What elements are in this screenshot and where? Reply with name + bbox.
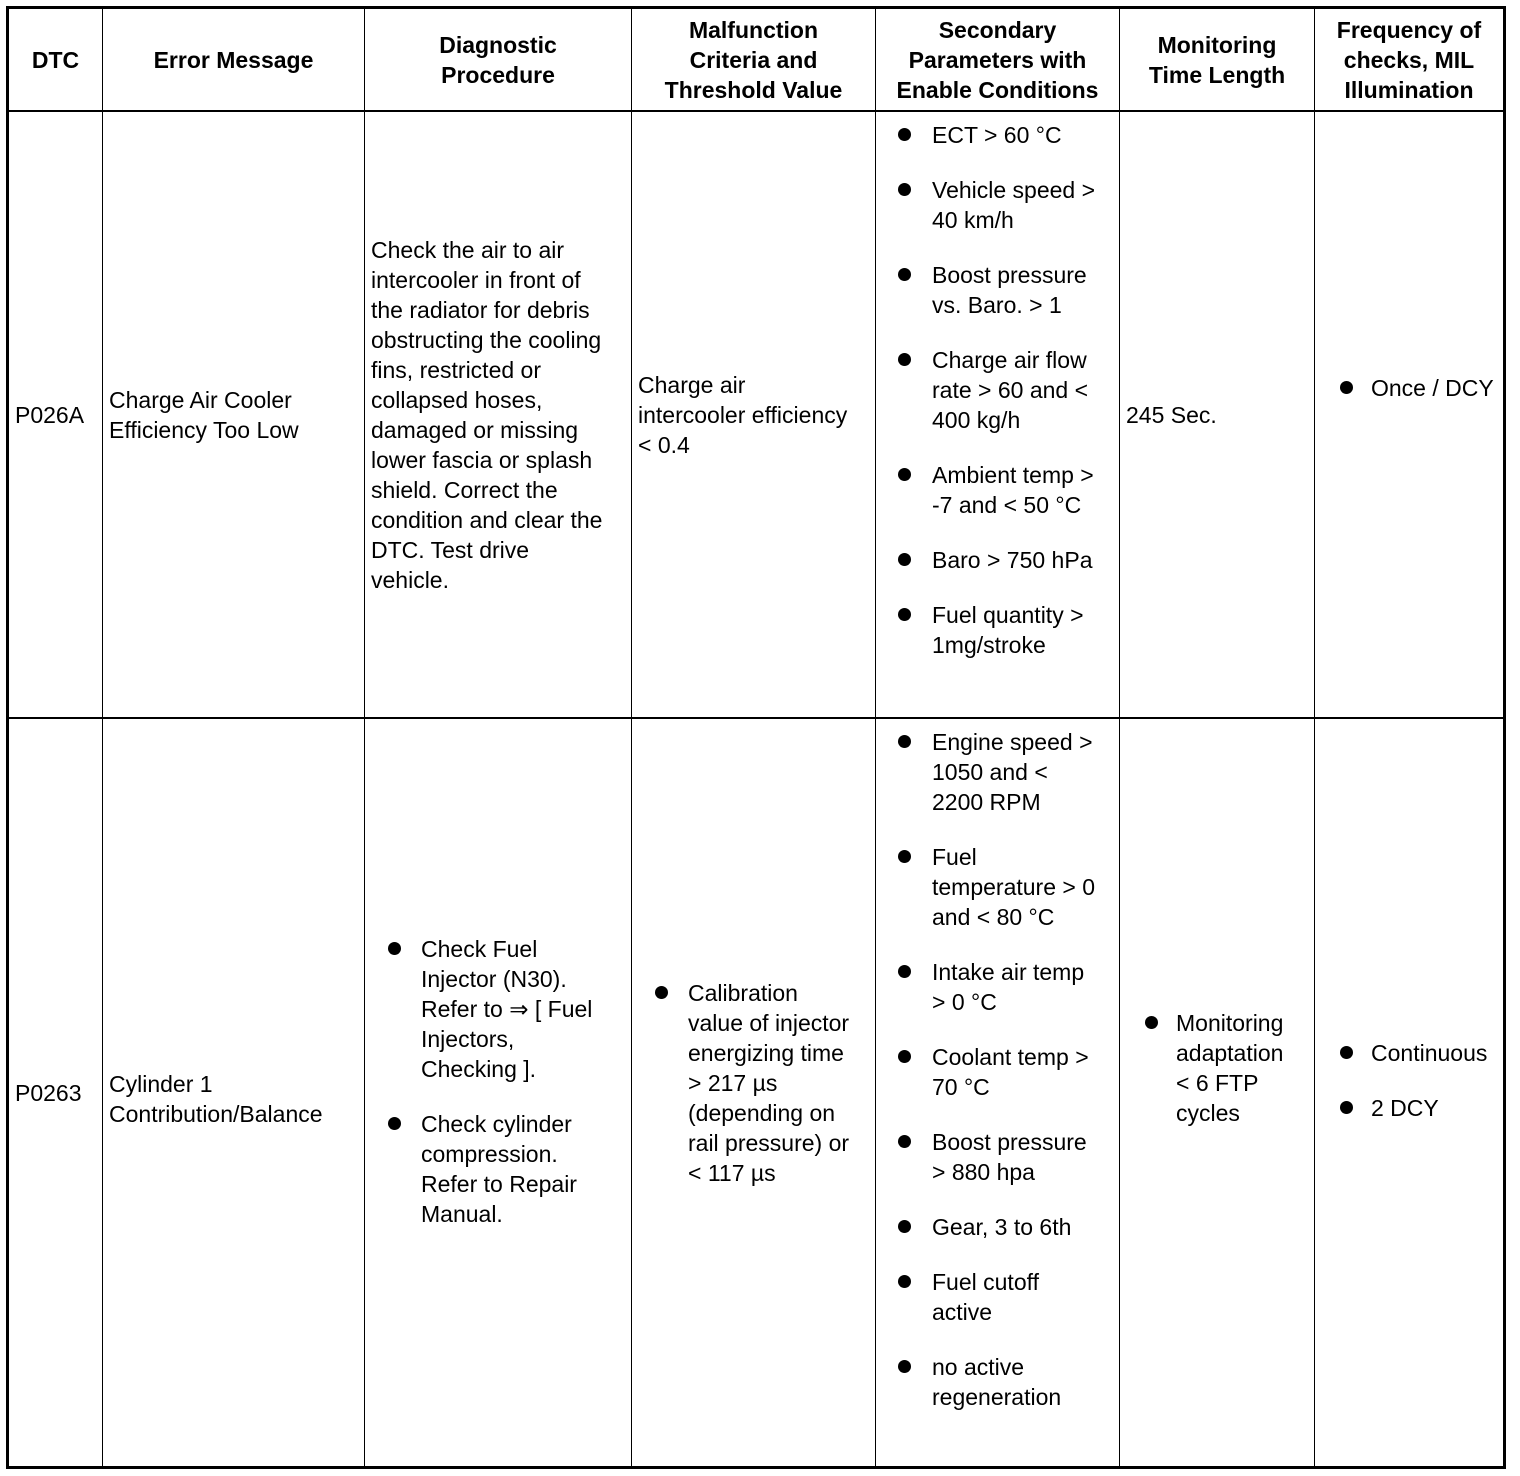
text-line: value of injector (688, 1009, 850, 1036)
text-line: 245 Sec. (1126, 401, 1217, 428)
text-line: < 117 µs (688, 1159, 776, 1186)
text-line: ECT > 60 °C (932, 122, 1062, 148)
header-line: Procedure (441, 61, 555, 88)
header-line: Malfunction (688, 16, 819, 43)
list-item (876, 1212, 1119, 1242)
text-line: vehicle. (371, 566, 449, 593)
text-line: Efficiency Too Low (109, 416, 299, 443)
list-item (876, 727, 1119, 817)
text-line: > 0 °C (932, 989, 997, 1015)
bullet-icon (898, 468, 911, 481)
header-line: Illumination (1344, 76, 1474, 103)
list-item (876, 1352, 1119, 1412)
text-line: 2200 RPM (932, 789, 1041, 815)
text-line: Engine speed > (932, 729, 1093, 755)
text-line: compression. (421, 1141, 558, 1167)
bullet-icon (388, 1117, 401, 1130)
text-line: fins, restricted or (371, 356, 541, 383)
text-line: Ambient temp > (932, 462, 1094, 488)
bullet-icon (898, 268, 911, 281)
header-line: Enable Conditions (896, 76, 1099, 103)
text-line: collapsed hoses, (371, 386, 543, 413)
text-line: Injector (N30). (421, 966, 567, 992)
header-line: Diagnostic (439, 31, 557, 58)
bullet-icon (655, 986, 668, 999)
header-line: checks, MIL (1343, 46, 1475, 73)
list-item (632, 978, 875, 1188)
frequency-cell (1315, 719, 1503, 1466)
header-monitoring-time (1120, 9, 1315, 110)
header-secondary-parameters (876, 9, 1120, 110)
bullet-icon (898, 128, 911, 141)
text-line: Check cylinder (421, 1111, 572, 1137)
malfunction-criteria-cell (632, 719, 876, 1466)
list-item (1315, 1093, 1503, 1123)
list-item (1120, 1008, 1314, 1128)
text-line: DTC. Test drive (371, 536, 530, 563)
text-line: Fuel cutoff (932, 1269, 1039, 1295)
text-line: Check the air to air (371, 236, 565, 263)
list-item (876, 1267, 1119, 1327)
bullet-icon (898, 1275, 911, 1288)
text-line: 70 °C (932, 1074, 990, 1100)
text-line: Continuous (1371, 1040, 1488, 1066)
bullet-icon (898, 353, 911, 366)
text-line: intercooler in front of (371, 266, 581, 293)
text-line: cycles (1176, 1099, 1240, 1126)
monitoring-list (1120, 1008, 1314, 1128)
parameter-list (876, 727, 1119, 1412)
text-line: Gear, 3 to 6th (932, 1214, 1072, 1240)
bullet-icon (898, 608, 911, 621)
text-line: < 6 FTP (1176, 1069, 1259, 1096)
text-line: shield. Correct the (371, 476, 558, 503)
text-line: < 0.4 (638, 431, 690, 458)
header-line: Frequency of (1336, 16, 1482, 43)
dtc-table (6, 6, 1506, 1469)
monitoring-time-cell (1120, 719, 1315, 1466)
text-line: Monitoring (1176, 1009, 1284, 1036)
text-line: -7 and < 50 °C (932, 492, 1082, 518)
text-line: rate > 60 and < (932, 377, 1089, 403)
malfunction-criteria-cell (632, 112, 876, 717)
list-item (1315, 1038, 1503, 1068)
text-line: temperature > 0 (932, 874, 1096, 900)
text-line: (depending on (688, 1099, 836, 1126)
list-item (876, 957, 1119, 1017)
header-dtc-label: DTC (31, 46, 80, 73)
secondary-parameters-cell (876, 719, 1120, 1466)
header-error-message-label: Error Message (153, 46, 314, 73)
frequency-list (1315, 1038, 1503, 1123)
text-line: adaptation (1176, 1039, 1284, 1066)
list-item (876, 1127, 1119, 1187)
text-line: Cylinder 1 (109, 1070, 213, 1097)
diagnostic-procedure-cell (365, 719, 632, 1466)
list-item (876, 842, 1119, 932)
bullet-icon (898, 735, 911, 748)
text-line: 1mg/stroke (932, 632, 1046, 658)
procedure-list (365, 934, 631, 1229)
list-item (365, 934, 631, 1084)
text-line: 400 kg/h (932, 407, 1021, 433)
bullet-icon (898, 850, 911, 863)
text-line: Charge air (638, 371, 746, 398)
text-line: Calibration (688, 979, 798, 1006)
text-line: Intake air temp (932, 959, 1085, 985)
list-item (876, 600, 1119, 660)
header-line: Time Length (1148, 61, 1286, 88)
list-item (1315, 373, 1503, 403)
dtc-cell (9, 112, 103, 717)
text-line: Fuel quantity > (932, 602, 1084, 628)
list-item (876, 175, 1119, 235)
text-line: damaged or missing (371, 416, 579, 443)
text-line: 2 DCY (1371, 1095, 1439, 1121)
header-line: Secondary (938, 16, 1057, 43)
bullet-icon (1340, 1046, 1353, 1059)
text-line: Injectors, (421, 1026, 515, 1052)
diagnostic-procedure-cell (365, 112, 632, 717)
header-line: Threshold Value (664, 76, 843, 103)
header-error-message (103, 9, 365, 110)
bullet-icon (1145, 1016, 1158, 1029)
text-line: obstructing the cooling (371, 326, 602, 353)
bullet-icon (388, 942, 401, 955)
text-line: and < 80 °C (932, 904, 1055, 930)
text-line: condition and clear the (371, 506, 603, 533)
text-line: Refer to Repair (421, 1171, 577, 1197)
text-line: Charge air flow (932, 347, 1087, 373)
bullet-icon (898, 183, 911, 196)
header-dtc (9, 9, 103, 110)
header-line: Monitoring (1157, 31, 1277, 58)
text-line: > 880 hpa (932, 1159, 1035, 1185)
text-line: 40 km/h (932, 207, 1014, 233)
bullet-icon (1340, 381, 1353, 394)
text-line: intercooler efficiency (638, 401, 848, 428)
error-message-cell (103, 112, 365, 717)
list-item (876, 460, 1119, 520)
list-item (876, 545, 1119, 575)
bullet-icon (898, 1220, 911, 1233)
text-line: Checking ]. (421, 1056, 537, 1082)
criteria-list (632, 978, 875, 1188)
bullet-icon (898, 553, 911, 566)
bullet-icon (1340, 1101, 1353, 1114)
text-line: the radiator for debris (371, 296, 590, 323)
table-row (9, 112, 1503, 719)
text-line: Coolant temp > (932, 1044, 1089, 1070)
table-row (9, 719, 1503, 1466)
text-line: rail pressure) or (688, 1129, 850, 1156)
text-line: energizing time (688, 1039, 844, 1066)
list-item (876, 260, 1119, 320)
text-line: regeneration (932, 1384, 1062, 1410)
text-line: Check Fuel (421, 936, 538, 962)
text-line: Once / DCY (1371, 374, 1494, 401)
header-frequency (1315, 9, 1503, 110)
header-line: Parameters with (908, 46, 1087, 73)
dtc-code: P0263 (15, 1079, 82, 1106)
dtc-cell (9, 719, 103, 1466)
text-line: Contribution/Balance (109, 1100, 323, 1127)
monitoring-time-cell (1120, 112, 1315, 717)
text-line: Refer to ⇒ [ Fuel (421, 996, 593, 1022)
text-line: > 217 µs (688, 1069, 778, 1096)
text-line: Boost pressure (932, 1129, 1087, 1155)
parameter-list (876, 120, 1119, 660)
bullet-icon (898, 1050, 911, 1063)
text-line: lower fascia or splash (371, 446, 593, 473)
bullet-icon (898, 1135, 911, 1148)
text-line: Manual. (421, 1201, 503, 1227)
text-line: Boost pressure (932, 262, 1087, 288)
error-message-cell (103, 719, 365, 1466)
bullet-icon (898, 1360, 911, 1373)
text-line: 1050 and < (932, 759, 1048, 785)
list-item (876, 1042, 1119, 1102)
text-line: no active (932, 1354, 1025, 1380)
list-item (876, 120, 1119, 150)
list-item (876, 345, 1119, 435)
header-row (9, 9, 1503, 112)
text-line: active (932, 1299, 993, 1325)
header-diagnostic-procedure (365, 9, 632, 110)
header-malfunction-criteria (632, 9, 876, 110)
secondary-parameters-cell (876, 112, 1120, 717)
text-line: Charge Air Cooler (109, 386, 292, 413)
frequency-cell (1315, 112, 1503, 717)
text-line: vs. Baro. > 1 (932, 292, 1062, 318)
frequency-list (1315, 373, 1503, 403)
header-line: Criteria and (689, 46, 818, 73)
dtc-code: P026A (15, 401, 85, 428)
list-item (365, 1109, 631, 1229)
bullet-icon (898, 965, 911, 978)
text-line: Baro > 750 hPa (932, 547, 1093, 573)
text-line: Vehicle speed > (932, 177, 1096, 203)
text-line: Fuel (932, 844, 977, 870)
